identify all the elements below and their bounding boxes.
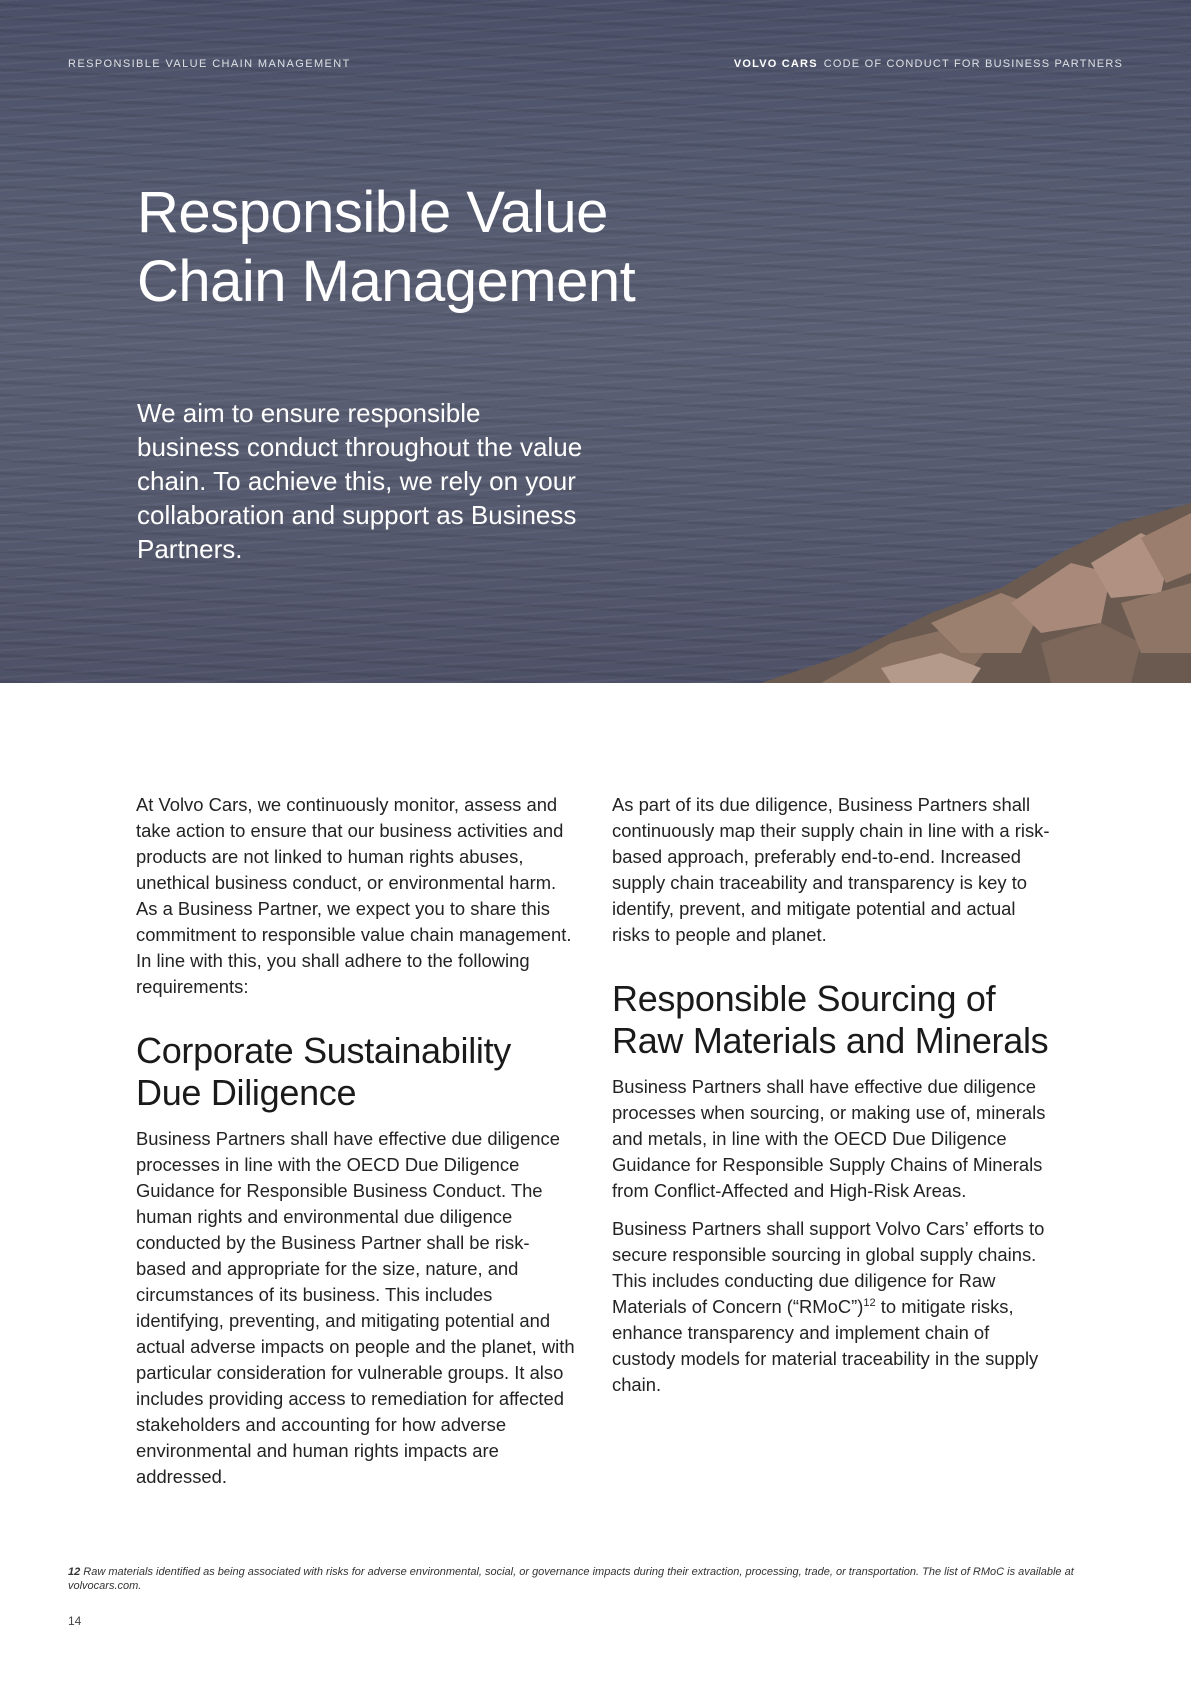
supply-chain-mapping-paragraph: As part of its due diligence, Business Partners shall continuously map their supply chain in line with a risk-based approach, preferably end-to-end. Increased supply chain traceability and transparency is key to identify, prevent, and mitigate potential and actual risks to people and planet. <box>612 794 1050 945</box>
rmoc-text-end: to mitigate risks, enhance transparency and implement chain of custody models for material traceability in the supply chain. <box>612 1296 1039 1395</box>
rmoc-paragraph <box>612 1216 1054 1398</box>
right-column <box>612 792 1054 1410</box>
rmoc-text-start: Business Partners shall support Volvo Cars’ efforts to secure responsible sourcing in global supply chains. This includes conducting due diligence for Raw Materials of Concern (“RMoC”) <box>612 1218 1045 1317</box>
rocky-shore-image <box>761 493 1191 683</box>
intro-paragraph: At Volvo Cars, we continuously monitor, assess and take action to ensure that our business activities and products are not linked to human rights abuses, unethical business conduct, or environmental harm. As a Business Partner, we expect you to share this commitment to responsible value chain management. In line with this, you shall adhere to the following requirements: <box>136 794 572 997</box>
section-heading-responsible-sourcing: Responsible Sourcing of Raw Materials and Minerals <box>612 978 1049 1061</box>
footnote <box>68 1565 1123 1593</box>
footnote-reference: 12 <box>863 1296 876 1309</box>
footnote-text: Raw materials identified as being associated with risks for adverse environmental, social, or governance impacts during their extraction, processing, trade, or transportation. The list of RMoC is available at volvocars.com. <box>68 1566 1074 1592</box>
footnote-number: 12 <box>68 1566 81 1578</box>
document-title: CODE OF CONDUCT FOR BUSINESS PARTNERS <box>823 58 1123 70</box>
minerals-paragraph: Business Partners shall have effective due diligence processes when sourcing, or making use of, minerals and metals, in line with the OECD Due Diligence Guidance for Responsible Supply Chains of Minerals from Conflict-Affected and High-Risk Areas. <box>612 1076 1046 1201</box>
hero-lead-text: We aim to ensure responsible business conduct throughout the value chain. To achieve this, we rely on your collaboration and support as Business Partners. <box>137 398 583 564</box>
left-column <box>136 792 578 1502</box>
due-diligence-paragraph: Business Partners shall have effective due diligence processes in line with the OECD Due Diligence Guidance for Responsible Business Conduct. The human rights and environmental due diligence conducted by the Business Partner shall be risk-based and appropriate for the size, nature, and circumstances of its business. This includes identifying, preventing, and mitigating potential and actual adverse impacts on people and the planet, with particular consideration for vulnerable groups. It also includes providing access to remediation for affected stakeholders and accounting for how adverse environmental and human rights impacts are addressed. <box>136 1128 575 1487</box>
running-header-document <box>734 58 1123 70</box>
running-header-section: RESPONSIBLE VALUE CHAIN MANAGEMENT <box>68 58 351 70</box>
brand-name: VOLVO CARS <box>733 58 818 70</box>
hero-banner <box>0 0 1191 683</box>
page-number: 14 <box>68 1614 82 1628</box>
section-heading-due-diligence: Corporate Sustainability Due Diligence <box>136 1030 512 1113</box>
page-title: Responsible Value Chain Management <box>137 180 636 314</box>
